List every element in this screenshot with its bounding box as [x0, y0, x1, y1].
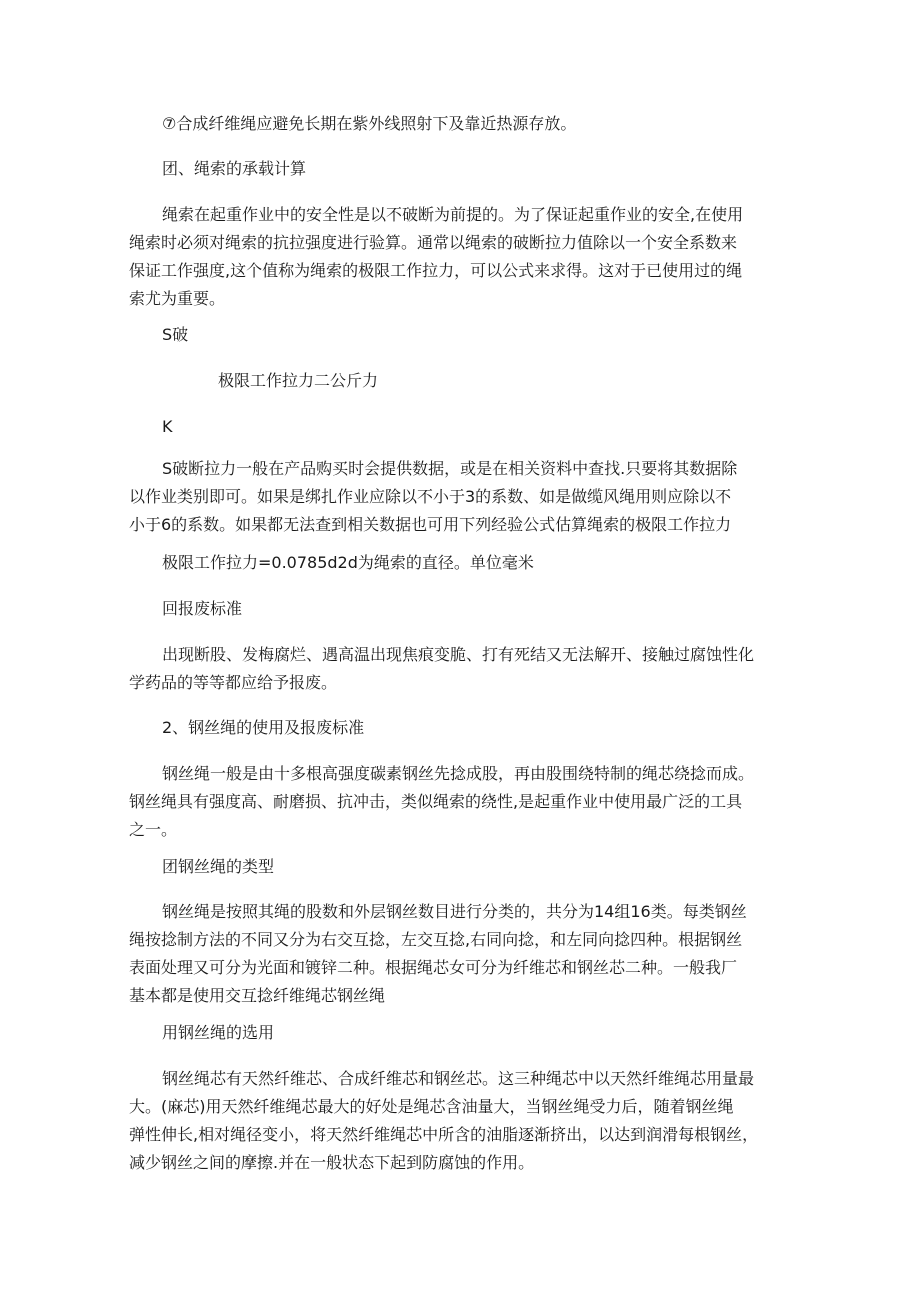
paragraph-line: 小于6的系数。如果都无法查到相关数据也可用下列经验公式估算绳索的极限工作拉力	[129, 515, 732, 534]
formula-numerator: S破	[162, 325, 189, 344]
formula-denominator: K	[162, 417, 173, 436]
heading-wire-rope-selection: 用钢丝绳的选用	[162, 1023, 275, 1042]
paragraph-line: S破断拉力一般在产品购买时会提供数据，或是在相关资料中查找.只要将其数据除	[162, 459, 738, 478]
paragraph-line: 钢丝绳具有强度高、耐磨损、抗冲击，类似绳索的绕性,是起重作业中使用最广泛的工具	[129, 792, 743, 811]
paragraph-line: 钢丝绳是按照其绳的股数和外层钢丝数目进行分类的，共分为14组16类。每类钢丝	[162, 902, 747, 921]
paragraph-line: 弹性伸长,相对绳径变小，将天然纤维绳芯中所含的油脂逐渐挤出，以达到润滑每根钢丝，	[129, 1125, 759, 1144]
paragraph-line: 之一。	[129, 820, 178, 839]
paragraph-line: 钢丝绳一般是由十多根高强度碳素钢丝先捻成股，再由股围绕特制的绳芯绕捻而成。	[162, 764, 755, 783]
formula-main: 极限工作拉力二公斤力	[218, 371, 379, 390]
heading-wire-rope: 2、钢丝绳的使用及报废标准	[162, 718, 365, 737]
paragraph-rope-load	[129, 201, 792, 313]
paragraph-wire-rope	[129, 760, 792, 844]
paragraph-line: 减少钢丝之间的摩擦.并在一般状态下起到防腐蚀的作用。	[129, 1153, 535, 1172]
paragraph-scrap	[129, 641, 792, 697]
item-7-line: ⑦合成纤维绳应避免长期在紫外线照射下及靠近热源存放。	[162, 114, 577, 133]
paragraph-line: 钢丝绳芯有天然纤维芯、合成纤维芯和钢丝芯。这三种绳芯中以天然纤维绳芯用量最	[162, 1069, 755, 1088]
paragraph-breaking-force	[129, 455, 792, 539]
heading-rope-load: 团、绳索的承载计算	[162, 159, 307, 178]
paragraph-line: 绳索在起重作业中的安全性是以不破断为前提的。为了保证起重作业的安全,在使用	[162, 205, 744, 224]
paragraph-line: 表面处理又可分为光面和镀锌二种。根据绳芯女可分为纤维芯和钢丝芯二种。一般我厂	[129, 958, 738, 977]
paragraph-wire-rope-selection	[129, 1065, 792, 1177]
paragraph-line: 绳索时必须对绳索的抗拉强度进行验算。通常以绳索的破断拉力值除以一个安全系数来	[129, 233, 738, 252]
paragraph-line: 索尤为重要。	[129, 289, 226, 308]
formula-empirical: 极限工作拉力=0.0785d2d为绳索的直径。单位毫米	[162, 553, 534, 572]
paragraph-line: 绳按捻制方法的不同又分为右交互捻，左交互捻,右同向捻，和左同向捻四种。根据钢丝	[129, 930, 743, 949]
paragraph-wire-rope-types	[129, 898, 792, 1010]
heading-scrap-standard: 回报废标准	[162, 599, 243, 618]
paragraph-line: 出现断股、发梅腐烂、遇高温出现焦痕变脆、打有死结又无法解开、接触过腐蚀性化	[162, 645, 755, 664]
paragraph-line: 以作业类别即可。如果是绑扎作业应除以不小于3的系数、如是做缆风绳用则应除以不	[129, 487, 732, 506]
paragraph-line: 基本都是使用交互捻纤维绳芯钢丝绳	[129, 986, 386, 1005]
paragraph-line: 学药品的等等都应给予报废。	[129, 673, 338, 692]
paragraph-line: 大。(麻芯)用天然纤维绳芯最大的好处是绳芯含油量大，当钢丝绳受力后，随着钢丝绳	[129, 1097, 734, 1116]
paragraph-line: 保证工作强度,这个值称为绳索的极限工作拉力，可以公式来求得。这对于已使用过的绳	[129, 261, 743, 280]
heading-wire-rope-types: 团钢丝绳的类型	[162, 857, 275, 876]
